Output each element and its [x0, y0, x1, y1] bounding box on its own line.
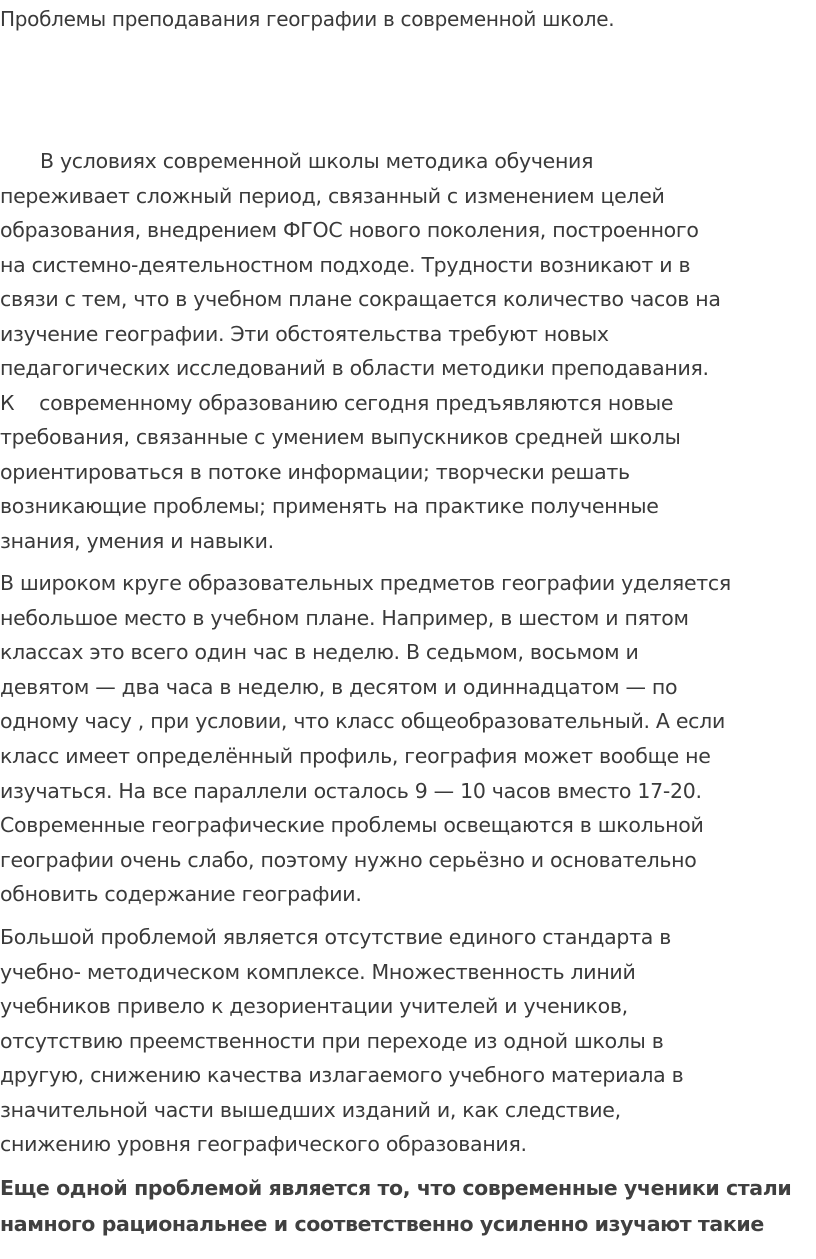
text-line: значительной части вышедших изданий и, как следствие,: [0, 1097, 621, 1122]
text-line: знания, умения и навыки.: [0, 528, 274, 553]
text-line: ориентироваться в потоке информации; творчески решать: [0, 459, 630, 484]
text-line: педагогических исследований в области методики преподавания.: [0, 356, 709, 380]
text-line: В условиях современной школы методика обучения: [40, 149, 594, 173]
paragraph-2: [0, 566, 731, 912]
text-line: обновить содержание географии.: [0, 882, 362, 907]
text-line: намного рациональнее и соответственно усиленно изучают такие: [0, 1212, 764, 1236]
text-line: образования, внедрением ФГОС нового поколения, построенного: [0, 218, 699, 242]
text-line: одному часу , при условии, что класс общеобразовательный. А если: [0, 709, 725, 734]
text-line: требования, связанные с умением выпускников средней школы: [0, 425, 681, 449]
text-line: Большой проблемой является отсутствие единого стандарта в: [0, 925, 672, 949]
text-line: В широком круге образовательных предметов географии уделяется: [0, 571, 731, 595]
document-title: Проблемы преподавания географии в современной школе.: [0, 7, 615, 31]
text-line: классах это всего один час в неделю. В седьмом, восьмом и: [0, 640, 639, 665]
text-line: класс имеет определённый профиль, география может вообще не: [0, 743, 711, 768]
text-line: Еще одной проблемой является то, что современные ученики стали: [0, 1176, 792, 1200]
text-line: Современные географические проблемы освещаются в школьной: [0, 813, 704, 838]
text-line: учебно- методическом комплексе. Множественность линий: [0, 959, 636, 984]
text-line: учебников привело к дезориентации учителей и учеников,: [0, 994, 628, 1018]
text-line: изучение географии. Эти обстоятельства требуют новых: [0, 321, 609, 346]
text-line: возникающие проблемы; применять на практике полученные: [0, 494, 659, 518]
text-line: девятом — два часа в неделю, в десятом и одиннадцатом — по: [0, 674, 678, 699]
paragraph-1: [0, 144, 721, 558]
text-line: географии очень слабо, поэтому нужно серьёзно и основательно: [0, 847, 697, 872]
text-line: на системно-деятельностном подходе. Трудности возникают и в: [0, 252, 691, 277]
text-line: связи с тем, что в учебном плане сокращается количество часов на: [0, 287, 721, 311]
text-line: другую, снижению качества излагаемого учебного материала в: [0, 1063, 684, 1087]
text-line: небольшое место в учебном плане. Например, в шестом и пятом: [0, 605, 689, 630]
paragraph-4: [0, 1170, 791, 1242]
text-line: отсутствию преемственности при переходе из одной школы в: [0, 1028, 664, 1053]
text-line: переживает сложный период, связанный с изменением целей: [0, 183, 665, 208]
text-line: снижению уровня географического образования.: [0, 1132, 527, 1156]
paragraph-3: [0, 920, 683, 1162]
text-line: изучаться. На все параллели осталось 9 — 10 часов вместо 17-20.: [0, 778, 702, 803]
text-line: К современному образованию сегодня предъявляются новые: [0, 390, 674, 415]
